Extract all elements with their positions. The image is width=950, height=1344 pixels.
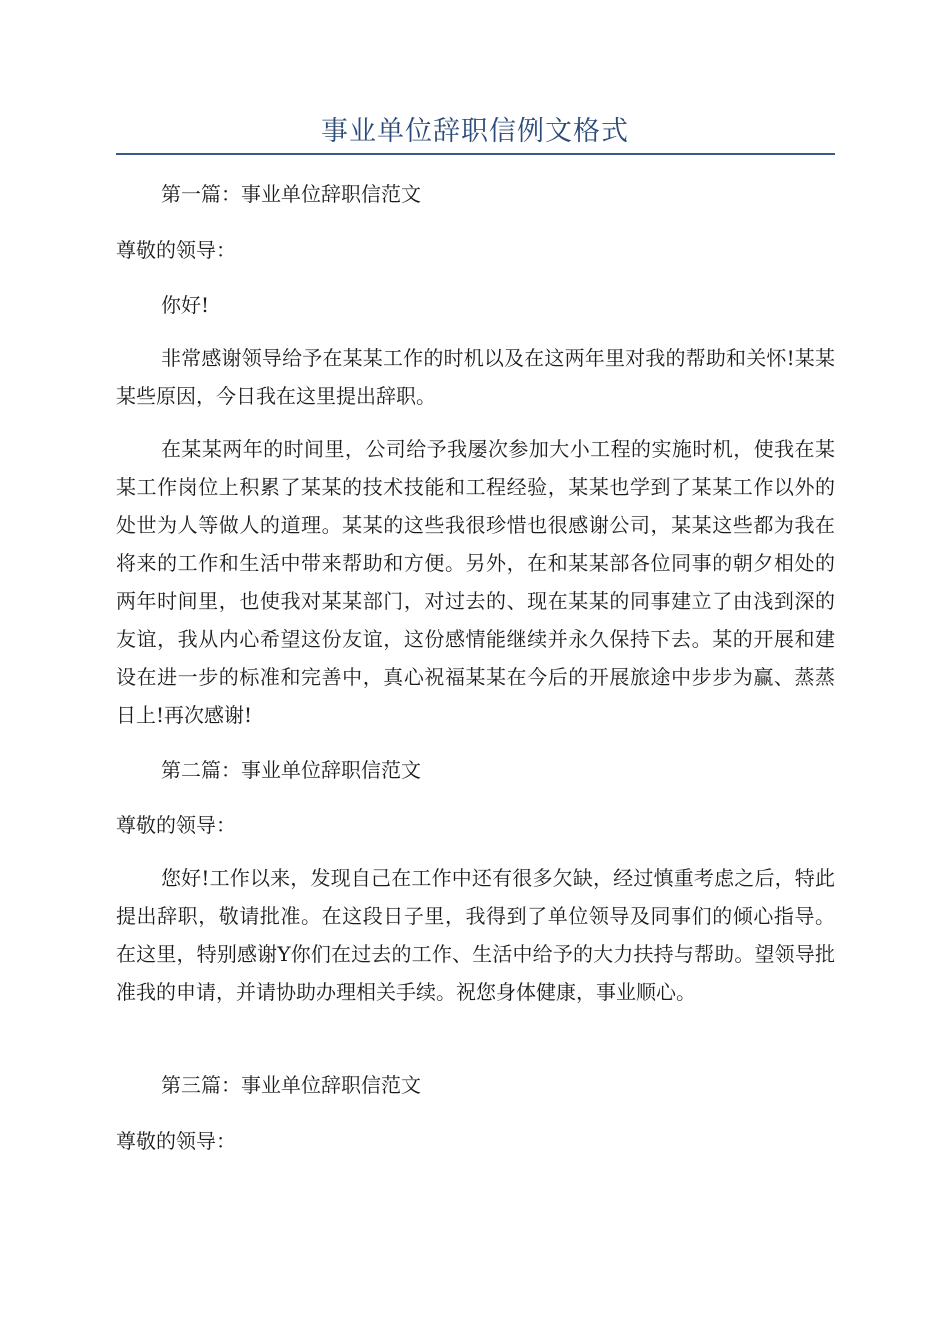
section-1-paragraph: 在某某两年的时间里，公司给予我屡次参加大小工程的实施时机，使我在某某工作岗位上积累了某某的技术技能和工程经验，某某也学到了某某工作以外的处世为人等做人的道理。某某的这些我很珍惜也很感谢公司，某某这些都为我在将来的工作和生活中带来帮助和方便。另外，在和某某部各位同事的朝夕相处的两年时间里，也使我对某某部门，对过去的、现在某某的同事建立了由浅到深的友谊，我从内心希望这份友谊，这份感情能继续并永久保持下去。某的开展和建设在进一步的标准和完善中，真心祝福某某在今后的开展旅途中步步为赢、蒸蒸日上!再次感谢! — [116, 437, 835, 727]
section-1-paragraph: 非常感谢领导给予在某某工作的时机以及在这两年里对我的帮助和关怀!某某某些原因，今日我在这里提出辞职。 — [116, 346, 835, 408]
section-2-heading: 第二篇：事业单位辞职信范文 — [161, 758, 421, 782]
document-title: 事业单位辞职信例文格式 — [321, 116, 629, 147]
section-2-paragraph: 您好!工作以来，发现自己在工作中还有很多欠缺，经过慎重考虑之后，特此提出辞职，敬请批准。在这段日子里，我得到了单位领导及同事们的倾心指导。在这里，特别感谢Y你们在过去的工作、生活中给予的大力扶持与帮助。望领导批准我的申请，并请协助办理相关手续。祝您身体健康，事业顺心。 — [116, 866, 835, 1004]
section-3-heading: 第三篇：事业单位辞职信范文 — [161, 1073, 421, 1097]
section-1-salutation: 尊敬的领导： — [116, 238, 236, 262]
section-1-heading: 第一篇：事业单位辞职信范文 — [161, 182, 421, 206]
section-1-greeting: 你好! — [161, 293, 210, 317]
section-3-salutation: 尊敬的领导： — [116, 1129, 236, 1153]
title-underline — [116, 153, 835, 155]
section-2-salutation: 尊敬的领导： — [116, 813, 236, 837]
